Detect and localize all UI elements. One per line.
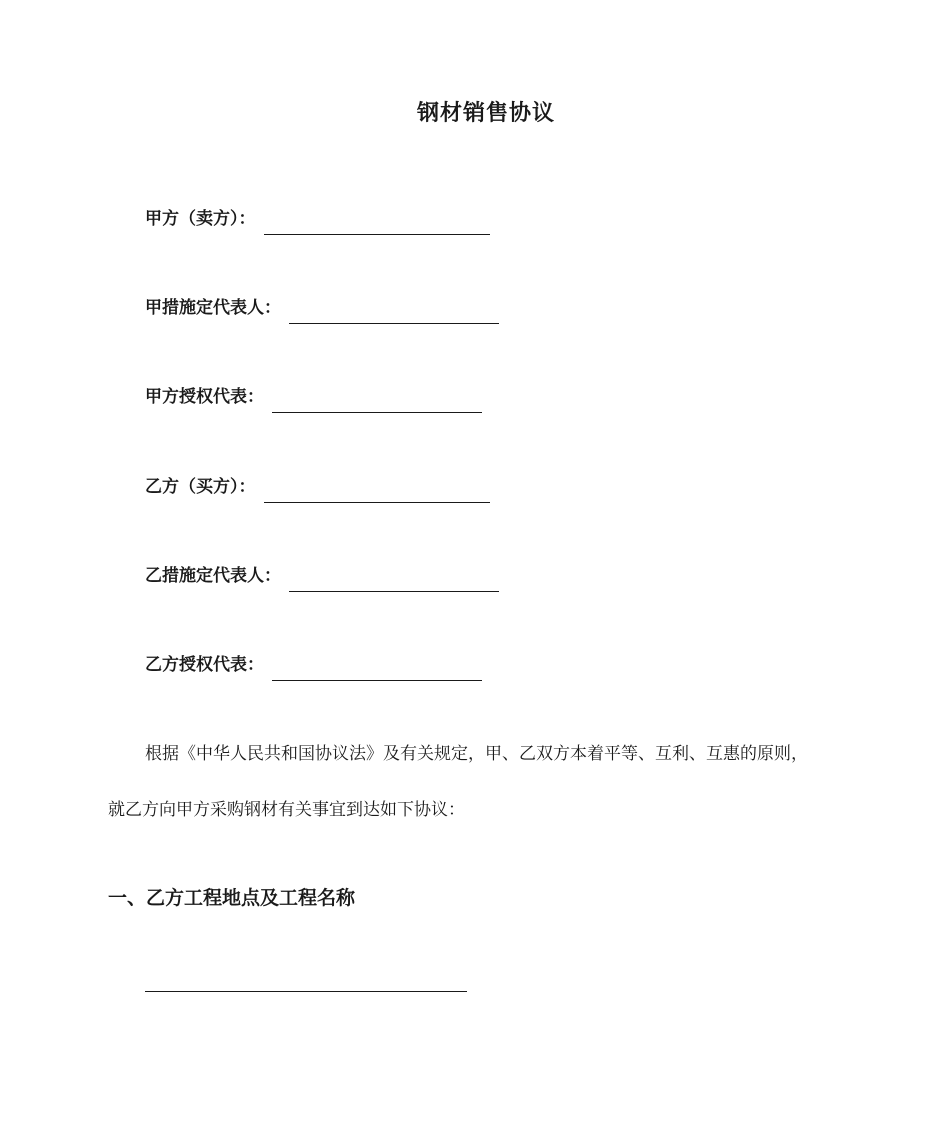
party-a-seller-label: 甲方（卖方）： [145,209,256,229]
party-b-buyer-field [145,472,490,497]
intro-paragraph-line-1: 根据《中华人民共和国协议法》及有关规定，甲、乙双方本着平等、互利、互惠的原则， [145,744,808,764]
party-b-buyer-blank[interactable] [264,482,490,503]
party-a-authorized-rep-label: 甲方授权代表： [145,387,264,407]
party-b-buyer-label: 乙方（买方）： [145,477,256,497]
intro-paragraph-line-2: 就乙方向甲方采购钢材有关事宜到达如下协议： [108,800,465,820]
party-a-authorized-rep-field [145,382,482,407]
party-a-legal-rep-field [145,293,499,318]
party-a-authorized-rep-blank[interactable] [272,392,482,413]
party-a-legal-rep-label: 甲措施定代表人： [145,298,281,318]
section-1-heading: 一、乙方工程地点及工程名称 [108,887,356,909]
party-b-authorized-rep-field [145,650,482,675]
document-title: 钢材销售协议 [416,101,555,126]
party-b-legal-rep-label: 乙措施定代表人： [145,566,281,586]
party-b-authorized-rep-blank[interactable] [272,660,482,681]
party-b-legal-rep-field [145,561,499,586]
party-a-seller-blank[interactable] [264,214,490,235]
section-1-blank-line[interactable] [145,991,467,992]
party-b-authorized-rep-label: 乙方授权代表： [145,655,264,675]
party-b-legal-rep-blank[interactable] [289,571,499,592]
party-a-legal-rep-blank[interactable] [289,303,499,324]
party-a-seller-field [145,204,490,229]
